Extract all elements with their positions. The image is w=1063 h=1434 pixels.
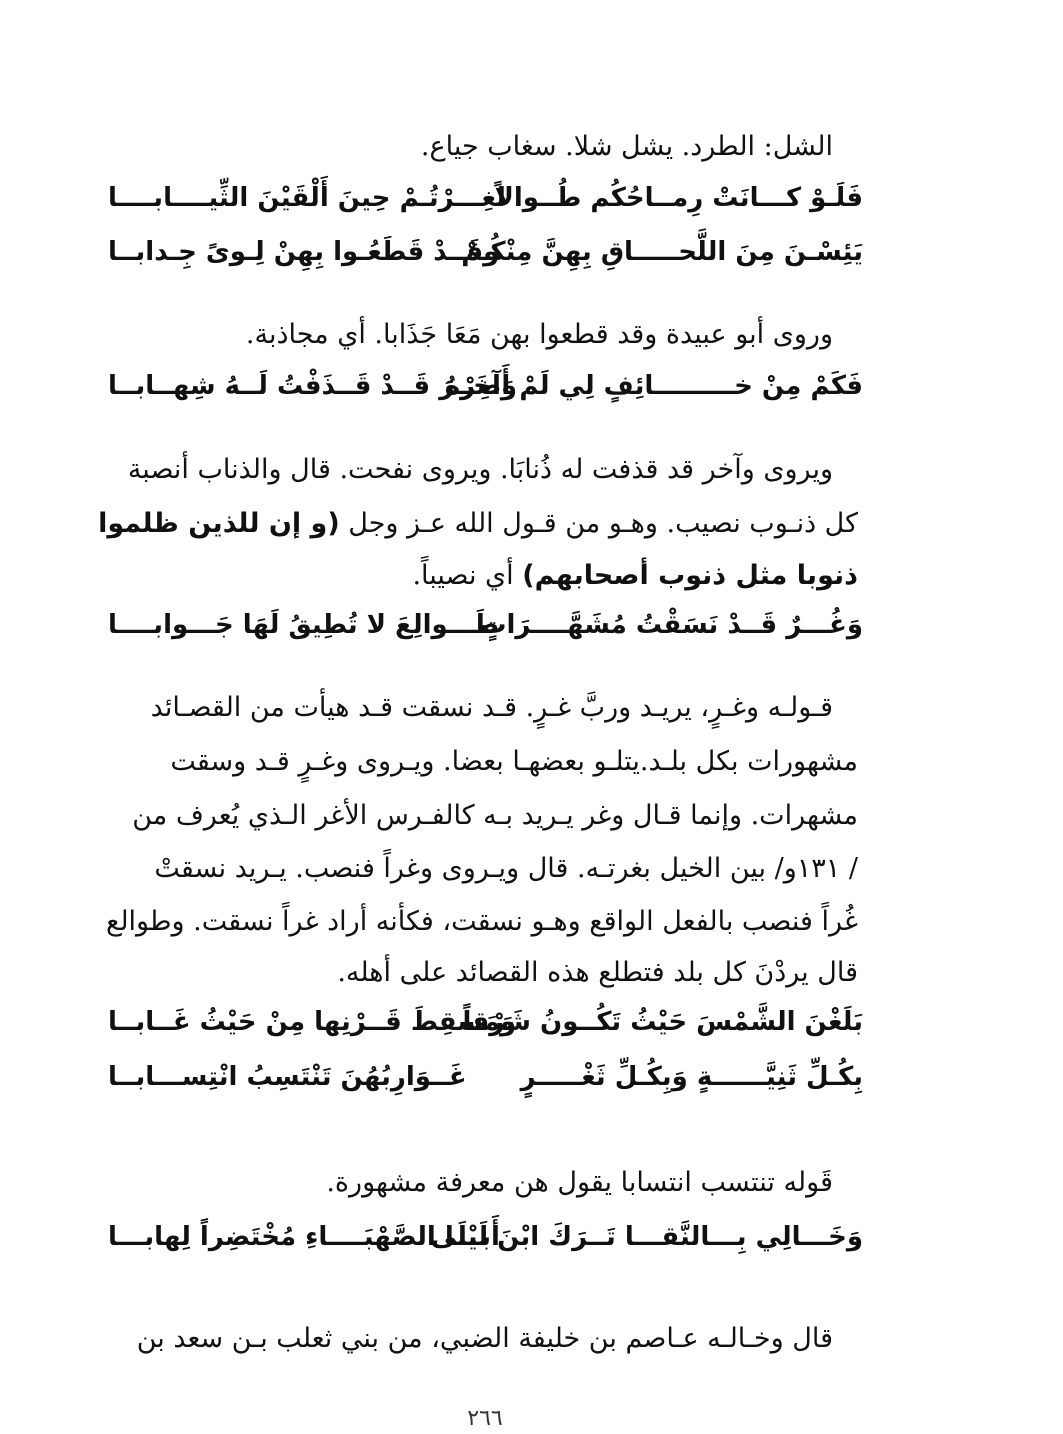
prose-line: قَوله تنتسب انتسابا يقول هن معرفة مشهورة. <box>326 1167 833 1198</box>
prose-line: مشهورات بكل بلـد.يتلـو بعضهـا بعضا. ويـروى وغـرٍ قـد وسقت <box>170 746 858 777</box>
verse-line <box>108 364 863 408</box>
verse-second-hemistich: أَبـــا الصَّهْبَــــاءِ مُخْتَضِراً لِهابـــا <box>108 1222 500 1252</box>
verse-first-hemistich: فَلَـوْ كـــانَتْ رِمــاحُكُم طُــوالاً <box>494 183 863 213</box>
page-number: ٢٦٦ <box>467 1406 503 1431</box>
verse-line <box>108 176 863 220</box>
prose-line: قـولـه وغـرٍ، يريـد وربَّ غـرٍ. قـد نسقت قـد هيأت من القصـائد <box>150 692 833 723</box>
verse-second-hemistich: طَـــوالِعَ لا تُطِيقُ لَهَا جَـــوابــــا <box>108 610 499 640</box>
verse-first-hemistich: بِكُـلِّ ثَنِيَّــــــةٍ وَبِكُـلِّ ثَغْـــــرٍ <box>520 1062 863 1092</box>
prose-text: كل ذنـوب نصيب. وهـو من قـول الله عـز وجل <box>339 508 858 539</box>
prose-line: قال يردْنَ كل بلد فتطلع هذه القصائد على أهله. <box>337 957 858 988</box>
verse-second-hemistich: وقَــدْ قَطَعُـوا بِهِنْ لِـوىً جِـدابــا <box>108 237 500 267</box>
verse-first-hemistich: وَغُـــرٌ قَــدْ نَسَقْتُ مُشَهَّــــرَاتٍ <box>480 610 863 640</box>
prose-line <box>208 556 858 596</box>
prose-line <box>98 504 858 544</box>
verse-first-hemistich: بَلَغْنَ الشَّمْسَ حَيْثُ تَكُــونُ شَرْقاً <box>462 1007 863 1037</box>
prose-line: / ١٣١و/ بين الخيل بغرتـه. قال ويـروى وغراً فنصب. يـريد نسقتْ <box>154 853 858 884</box>
verse-second-hemistich: وَآخَــرَ قَــدْ قَــذَفْتُ لَــهُ شِهــابــا <box>108 371 518 401</box>
verse-line <box>108 230 863 274</box>
verse-line <box>108 1055 863 1099</box>
quran-quote: (و إن للذين ظلموا <box>98 508 340 539</box>
verse-first-hemistich: وَخَـــالِي بِـــالنَّقـــا تَــرَكَ ابْنَ لَيْلَى <box>430 1222 863 1252</box>
verse-line <box>108 1215 863 1259</box>
prose-line: قال وخـالـه عـاصم بن خليفة الضبي، من بني ثعلب بـن سعد بن <box>136 1323 833 1354</box>
verse-second-hemistich: غَــوَارِبُهُنَ تَنْتَسِبُ انْتِســـابــا <box>108 1062 467 1092</box>
quran-quote: ذنوبا مثل ذنوب أصحابهم) <box>522 560 858 591</box>
prose-text: أي نصيباً. <box>412 560 523 591</box>
verse-second-hemistich: وَمَسقِطَ قَــرْنِها مِنْ حَيْثُ غَــابــا <box>108 1007 517 1037</box>
prose-line: الشل: الطرد. يشل شلا. سغاب جياع. <box>420 131 833 162</box>
prose-line: وروى أبو عبيدة وقد قطعوا بهن مَعَا جَذَابا. أي مجاذبة. <box>245 319 833 350</box>
verse-first-hemistich: يَئِسْـنَ مِنَ اللَّحـــــاقِ بِهِنَّ مِنْكُـمْ <box>461 237 863 267</box>
prose-line: ويروى وآخر قد قذفت له ذُنابَا. ويروى نفحت. قال والذناب أنصبة <box>127 454 833 485</box>
verse-line <box>108 603 863 647</box>
verse-second-hemistich: لغِـــرْتُـمْ حِينَ أَلْقَيْنَ الثِّيــــابــــا <box>108 183 506 213</box>
verse-line <box>108 1000 863 1044</box>
prose-line: مشهرات. وإنما قـال وغر يـريد بـه كالفـرس الأغر الـذي يُعرف من <box>132 800 858 831</box>
prose-line: غُراً فنصب بالفعل الواقع وهـو نسقت، فكأنه أراد غراً نسقت. وطوالع <box>105 906 858 937</box>
verse-first-hemistich: فَكَمْ مِنْ خـــــــــائِفٍ لِي لَمْ أَضِرْهُ <box>444 371 863 401</box>
